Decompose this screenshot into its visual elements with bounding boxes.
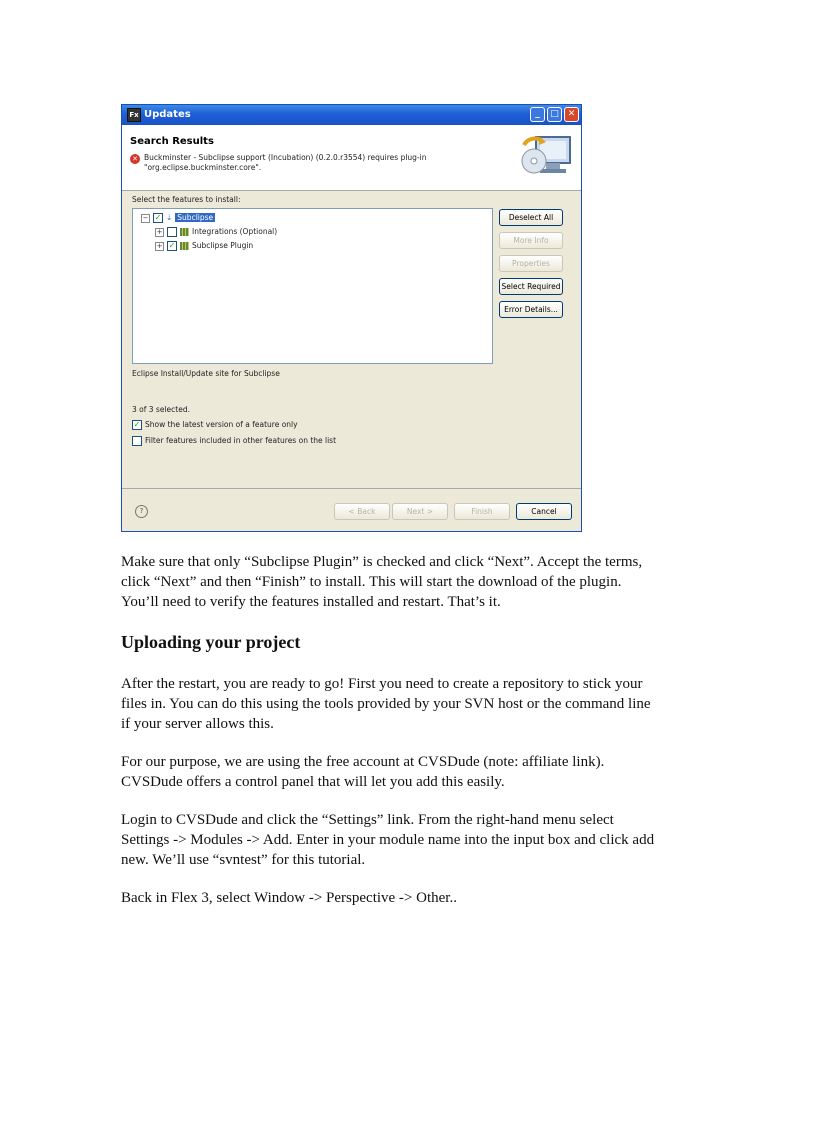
deselect-all-button[interactable]: Deselect All: [499, 209, 563, 226]
selection-count: 3 of 3 selected.: [132, 405, 190, 414]
updates-dialog: [121, 104, 582, 532]
text-line: Back in Flex 3, select Window -> Perspective -> Other..: [121, 890, 457, 906]
expand-icon[interactable]: +: [156, 241, 163, 250]
close-button[interactable]: ✕: [564, 107, 579, 122]
site-description: Eclipse Install/Update site for Subclipse: [132, 369, 280, 378]
select-features-label: Select the features to install:: [132, 195, 241, 204]
select-required-button[interactable]: Select Required: [499, 278, 563, 295]
error-message-line: "org.eclipse.buckminster.core".: [144, 163, 262, 172]
option-latest-version[interactable]: [132, 419, 298, 431]
next-button[interactable]: Next >: [392, 503, 448, 520]
checkbox-subclipse[interactable]: ✓: [154, 213, 162, 222]
checkbox-integrations[interactable]: [167, 227, 177, 237]
help-icon[interactable]: ?: [135, 505, 148, 518]
error-details-button[interactable]: Error Details...: [499, 301, 563, 318]
option-label: Filter features included in other features on the list: [145, 436, 337, 445]
site-icon: ⇣: [166, 213, 173, 222]
option-filter-features[interactable]: [132, 435, 336, 447]
cancel-button[interactable]: Cancel: [516, 503, 572, 520]
paragraph-cvsdude: [121, 752, 721, 792]
feature-tree[interactable]: [132, 208, 493, 364]
error-icon: ✕: [130, 154, 140, 164]
text-line: Make sure that only “Subclipse Plugin” is checked and click “Next”. Accept the terms,: [121, 554, 643, 570]
text-line: After the restart, you are ready to go! First you need to create a repository to stick your: [121, 676, 643, 692]
text-line: You’ll need to verify the features installed and restart. That’s it.: [121, 594, 501, 610]
text-line: For our purpose, we are using the free account at CVSDude (note: affiliate link).: [121, 754, 605, 770]
text-line: CVSDude offers a control panel that will let you add this easily.: [121, 774, 505, 790]
dialog-header: [122, 125, 581, 191]
checkbox-latest-version[interactable]: ✓: [133, 420, 141, 429]
dialog-footer: [122, 488, 581, 532]
more-info-button[interactable]: More Info: [499, 232, 563, 249]
feature-icon: [180, 228, 189, 236]
error-message: [144, 153, 474, 173]
text-line: Settings -> Modules -> Add. Enter in your module name into the input box and click add: [121, 832, 655, 848]
paragraph-after-restart: [121, 674, 721, 734]
header-title: Search Results: [130, 136, 214, 147]
tree-node-label: Subclipse Plugin: [192, 241, 254, 250]
install-wizard-icon: [520, 131, 574, 185]
tree-node-subclipse-plugin[interactable]: [155, 240, 253, 252]
error-message-line: Buckminster - Subclipse support (Incubation) (0.2.0.r3554) requires plug-in: [144, 153, 427, 162]
tree-node-subclipse[interactable]: [141, 212, 215, 224]
tree-node-integrations[interactable]: [155, 226, 277, 238]
maximize-button[interactable]: □: [547, 107, 562, 122]
dialog-title: Updates: [144, 109, 191, 120]
paragraph-login: [121, 810, 721, 870]
tree-node-label: Subclipse: [177, 213, 214, 222]
paragraph-install-steps: [121, 552, 721, 612]
collapse-icon[interactable]: −: [142, 213, 149, 222]
paragraph-flex: [121, 888, 721, 908]
title-bar[interactable]: [122, 105, 581, 125]
text-line: files in. You can do this using the tools provided by your SVN host or the command line: [121, 696, 651, 712]
checkbox-subclipse-plugin[interactable]: ✓: [168, 241, 176, 250]
section-heading: Uploading your project: [121, 632, 301, 652]
checkbox-filter-features[interactable]: [132, 436, 142, 446]
back-button[interactable]: < Back: [334, 503, 390, 520]
text-line: Login to CVSDude and click the “Settings” link. From the right-hand menu select: [121, 812, 614, 828]
option-label: Show the latest version of a feature only: [145, 420, 298, 429]
text-line: if your server allows this.: [121, 716, 274, 732]
minimize-button[interactable]: _: [530, 107, 545, 122]
text-line: click “Next” and then “Finish” to install. This will start the download of the plugin.: [121, 574, 622, 590]
text-line: new. We’ll use “svntest” for this tutorial.: [121, 852, 366, 868]
flex-app-icon: Fx: [127, 108, 141, 122]
expand-icon[interactable]: +: [156, 227, 163, 236]
finish-button[interactable]: Finish: [454, 503, 510, 520]
feature-icon: [180, 242, 189, 250]
properties-button[interactable]: Properties: [499, 255, 563, 272]
tree-node-label: Integrations (Optional): [192, 227, 278, 236]
